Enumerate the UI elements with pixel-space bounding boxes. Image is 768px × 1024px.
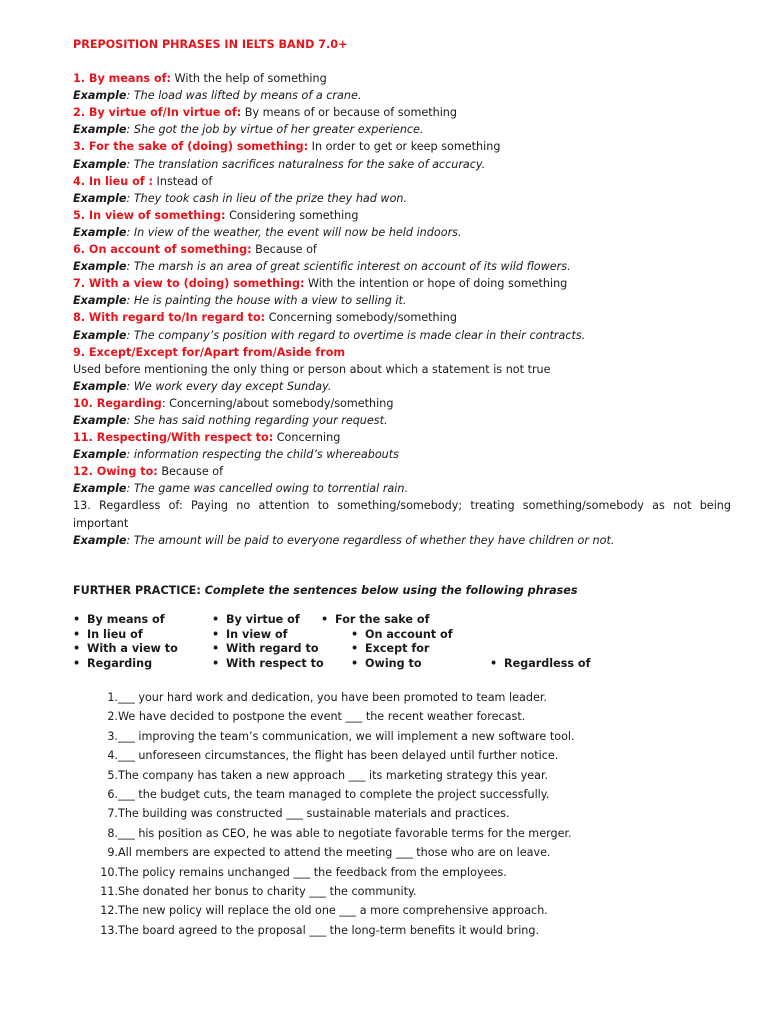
phrase-heading: 10. Regarding xyxy=(73,396,162,410)
phrase-item xyxy=(73,463,731,480)
word-bank-bullet: • xyxy=(73,656,81,670)
word-bank-bullet: • xyxy=(73,642,81,655)
example-text: information respecting the child’s whereabouts xyxy=(130,448,399,462)
example-line xyxy=(73,121,731,138)
phrase-definition: Paying no attention to something/somebody; treating something/somebody as not being important xyxy=(73,499,731,530)
word-bank-item: Except for xyxy=(365,642,430,655)
example-text: The game was cancelled owing to torrential rain. xyxy=(130,482,409,496)
phrase-definition: Considering something xyxy=(225,208,359,222)
question-number: 9. xyxy=(107,846,118,860)
document-page xyxy=(73,36,731,937)
phrase-item xyxy=(73,173,731,190)
example-label: Example xyxy=(73,225,127,239)
phrase-heading: 2. By virtue of/In virtue of: xyxy=(73,106,242,120)
phrase-heading: 3. For the sake of (doing) something: xyxy=(73,140,309,154)
phrase-definition: By means of or because of something xyxy=(241,106,457,120)
example-text: The company’s position with regard to overtime is made clear in their contracts. xyxy=(130,328,586,342)
phrase-heading: 12. Owing to: xyxy=(73,465,158,479)
phrase-item xyxy=(73,207,731,224)
example-label: Example xyxy=(73,448,127,462)
word-bank-bullet: • xyxy=(490,656,498,670)
phrase-list xyxy=(73,70,731,549)
example-line xyxy=(73,156,731,173)
example-line xyxy=(73,480,731,497)
phrase-definition: With the intention or hope of doing something xyxy=(304,277,568,291)
question-number: 5. xyxy=(107,768,118,782)
phrase-heading: 6. On account of something: xyxy=(73,243,252,257)
question-text: We have decided to postpone the event ___ the recent weather forecast. xyxy=(118,710,526,724)
example-line xyxy=(73,87,731,104)
word-bank-item: In lieu of xyxy=(87,627,143,641)
phrase-heading: 11. Respecting/With respect to: xyxy=(73,431,274,445)
further-practice-instruction: Complete the sentences below using the following phrases xyxy=(200,583,578,597)
question-text: ___ improving the team’s communication, we will implement a new software tool. xyxy=(118,729,575,743)
question-row xyxy=(73,883,417,900)
question-row xyxy=(73,864,507,881)
example-text: The load was lifted by means of a crane. xyxy=(130,89,362,103)
example-colon: : xyxy=(126,157,131,171)
question-row xyxy=(73,767,549,784)
further-practice-heading xyxy=(73,582,731,599)
example-text: They took cash in lieu of the prize they had won. xyxy=(130,191,408,205)
question-number: 2. xyxy=(107,710,118,724)
phrase-heading: 4. In lieu of : xyxy=(73,174,153,188)
word-bank-item: Regarding xyxy=(87,656,153,670)
word-bank-bullet: • xyxy=(351,656,359,670)
example-label: Example xyxy=(73,379,127,393)
example-line xyxy=(73,224,731,241)
question-row xyxy=(73,922,540,939)
example-text: She has said nothing regarding your request. xyxy=(130,413,388,427)
phrase-usage-note: Used before mentioning the only thing or person about which a statement is not true xyxy=(73,362,551,376)
example-text: The amount will be paid to everyone regardless of whether they have children or not. xyxy=(130,533,615,547)
phrase-heading: 1. By means of: xyxy=(73,72,171,86)
phrase-definition: Concerning somebody/something xyxy=(265,311,457,325)
question-number: 1. xyxy=(107,691,118,704)
question-text: ___ your hard work and dedication, you have been promoted to team leader. xyxy=(118,691,547,704)
question-number: 4. xyxy=(107,749,118,763)
phrase-heading: 8. With regard to/In regard to: xyxy=(73,311,266,325)
example-label: Example xyxy=(73,260,127,274)
question-text: ___ his position as CEO, he was able to negotiate favorable terms for the merger. xyxy=(118,826,572,840)
example-colon: : xyxy=(126,328,131,342)
phrase-item xyxy=(73,309,731,326)
example-text: He is painting the house with a view to selling it. xyxy=(130,294,407,308)
question-text: She donated her bonus to charity ___ the community. xyxy=(118,885,417,898)
example-colon: : xyxy=(126,191,131,205)
question-text: The building was constructed ___ sustainable materials and practices. xyxy=(118,807,510,821)
example-line xyxy=(73,532,731,549)
phrase-item xyxy=(73,104,731,121)
word-bank-item: Owing to xyxy=(365,656,422,670)
question-number: 7. xyxy=(107,807,118,821)
word-bank-bullet: • xyxy=(212,613,220,626)
example-colon: : xyxy=(126,89,131,103)
example-line xyxy=(73,327,731,344)
example-line xyxy=(73,412,731,429)
phrase-heading: 9. Except/Except for/Apart from/Aside from xyxy=(73,345,346,359)
further-practice-label: FURTHER PRACTICE: xyxy=(73,583,201,597)
word-bank-item: With respect to xyxy=(226,656,324,670)
phrase-definition: Instead of xyxy=(153,174,213,188)
word-bank-item: By means of xyxy=(87,613,165,626)
word-bank-bullet: • xyxy=(212,656,220,670)
phrase-item xyxy=(73,429,731,446)
question-row xyxy=(73,689,547,706)
phrase-item xyxy=(73,395,731,412)
example-label: Example xyxy=(73,533,127,547)
word-bank-bullet: • xyxy=(212,642,220,655)
question-text: All members are expected to attend the meeting ___ those who are on leave. xyxy=(118,846,551,860)
example-label: Example xyxy=(73,482,127,496)
word-bank-bullet: • xyxy=(351,627,359,641)
example-line xyxy=(73,258,731,275)
question-number: 13. xyxy=(100,923,118,937)
phrase-item xyxy=(73,241,731,258)
word-bank-item: By virtue of xyxy=(226,613,300,626)
phrase-definition: Because of xyxy=(157,465,224,479)
question-text: The company has taken a new approach ___ its marketing strategy this year. xyxy=(118,768,549,782)
example-text: The translation sacrifices naturalness for the sake of accuracy. xyxy=(130,157,486,171)
phrase-heading: 13. Regardless of: xyxy=(73,499,183,513)
page-title: PREPOSITION PHRASES IN IELTS BAND 7.0+ xyxy=(73,38,348,51)
phrase-item xyxy=(73,70,731,87)
phrase-heading: 5. In view of something: xyxy=(73,208,226,222)
example-colon: : xyxy=(126,294,131,308)
word-bank-bullet: • xyxy=(351,642,359,655)
word-bank-bullet: • xyxy=(212,627,220,641)
question-row xyxy=(73,747,559,764)
word-bank-bullet: • xyxy=(73,627,81,641)
example-colon: : xyxy=(126,482,131,496)
example-line xyxy=(73,292,731,309)
phrase-definition: With the help of something xyxy=(170,72,327,86)
question-number: 3. xyxy=(107,729,118,743)
example-colon: : xyxy=(126,533,131,547)
question-number: 8. xyxy=(107,826,118,840)
example-colon: : xyxy=(126,413,131,427)
phrase-heading: 7. With a view to (doing) something: xyxy=(73,277,305,291)
question-number: 10. xyxy=(100,865,118,879)
question-number: 11. xyxy=(100,885,118,898)
question-row xyxy=(73,902,548,919)
example-colon: : xyxy=(126,379,131,393)
example-label: Example xyxy=(73,294,127,308)
word-bank-bullet: • xyxy=(73,613,81,626)
example-label: Example xyxy=(73,89,127,103)
example-label: Example xyxy=(73,157,127,171)
phrase-definition: Concerning xyxy=(273,431,341,445)
question-text: ___ the budget cuts, the team managed to complete the project successfully. xyxy=(118,788,550,801)
word-bank-item: With regard to xyxy=(226,642,319,655)
word-bank-bullet: • xyxy=(321,613,329,626)
question-text: The policy remains unchanged ___ the feedback from the employees. xyxy=(118,865,507,879)
question-row xyxy=(73,805,510,822)
word-bank-item: With a view to xyxy=(87,642,178,655)
example-line xyxy=(73,378,731,395)
example-label: Example xyxy=(73,413,127,427)
question-text: The new policy will replace the old one ___ a more comprehensive approach. xyxy=(118,904,548,918)
phrase-definition: : Concerning/about somebody/something xyxy=(161,396,394,410)
phrase-definition: In order to get or keep something xyxy=(308,140,501,154)
word-bank-item: In view of xyxy=(226,627,288,641)
example-colon: : xyxy=(126,123,131,137)
phrase-item xyxy=(73,497,731,531)
word-bank-item: Regardless of xyxy=(504,656,591,670)
example-colon: : xyxy=(126,225,131,239)
example-line xyxy=(73,190,731,207)
example-line xyxy=(73,446,731,463)
example-text: We work every day except Sunday. xyxy=(130,379,332,393)
question-number: 6. xyxy=(107,788,118,801)
phrase-item xyxy=(73,138,731,155)
example-label: Example xyxy=(73,123,127,137)
question-row xyxy=(73,825,572,842)
phrase-item xyxy=(73,344,731,361)
question-row xyxy=(73,708,526,725)
question-row xyxy=(73,786,550,803)
question-text: ___ unforeseen circumstances, the flight has been delayed until further notice. xyxy=(118,749,559,763)
phrase-definition: Because of xyxy=(251,243,317,257)
example-text: The marsh is an area of great scientific interest on account of its wild flowers. xyxy=(130,260,571,274)
question-row xyxy=(73,844,551,861)
word-bank-item: For the sake of xyxy=(335,613,430,626)
word-bank-item: On account of xyxy=(365,627,453,641)
question-number: 12. xyxy=(100,904,118,918)
example-colon: : xyxy=(126,448,131,462)
example-text: In view of the weather, the event will now be held indoors. xyxy=(130,225,462,239)
question-row xyxy=(73,728,575,745)
example-label: Example xyxy=(73,191,127,205)
example-label: Example xyxy=(73,328,127,342)
question-text: The board agreed to the proposal ___ the long-term benefits it would bring. xyxy=(118,923,540,937)
example-colon: : xyxy=(126,260,131,274)
phrase-item xyxy=(73,275,731,292)
example-text: She got the job by virtue of her greater experience. xyxy=(130,123,424,137)
